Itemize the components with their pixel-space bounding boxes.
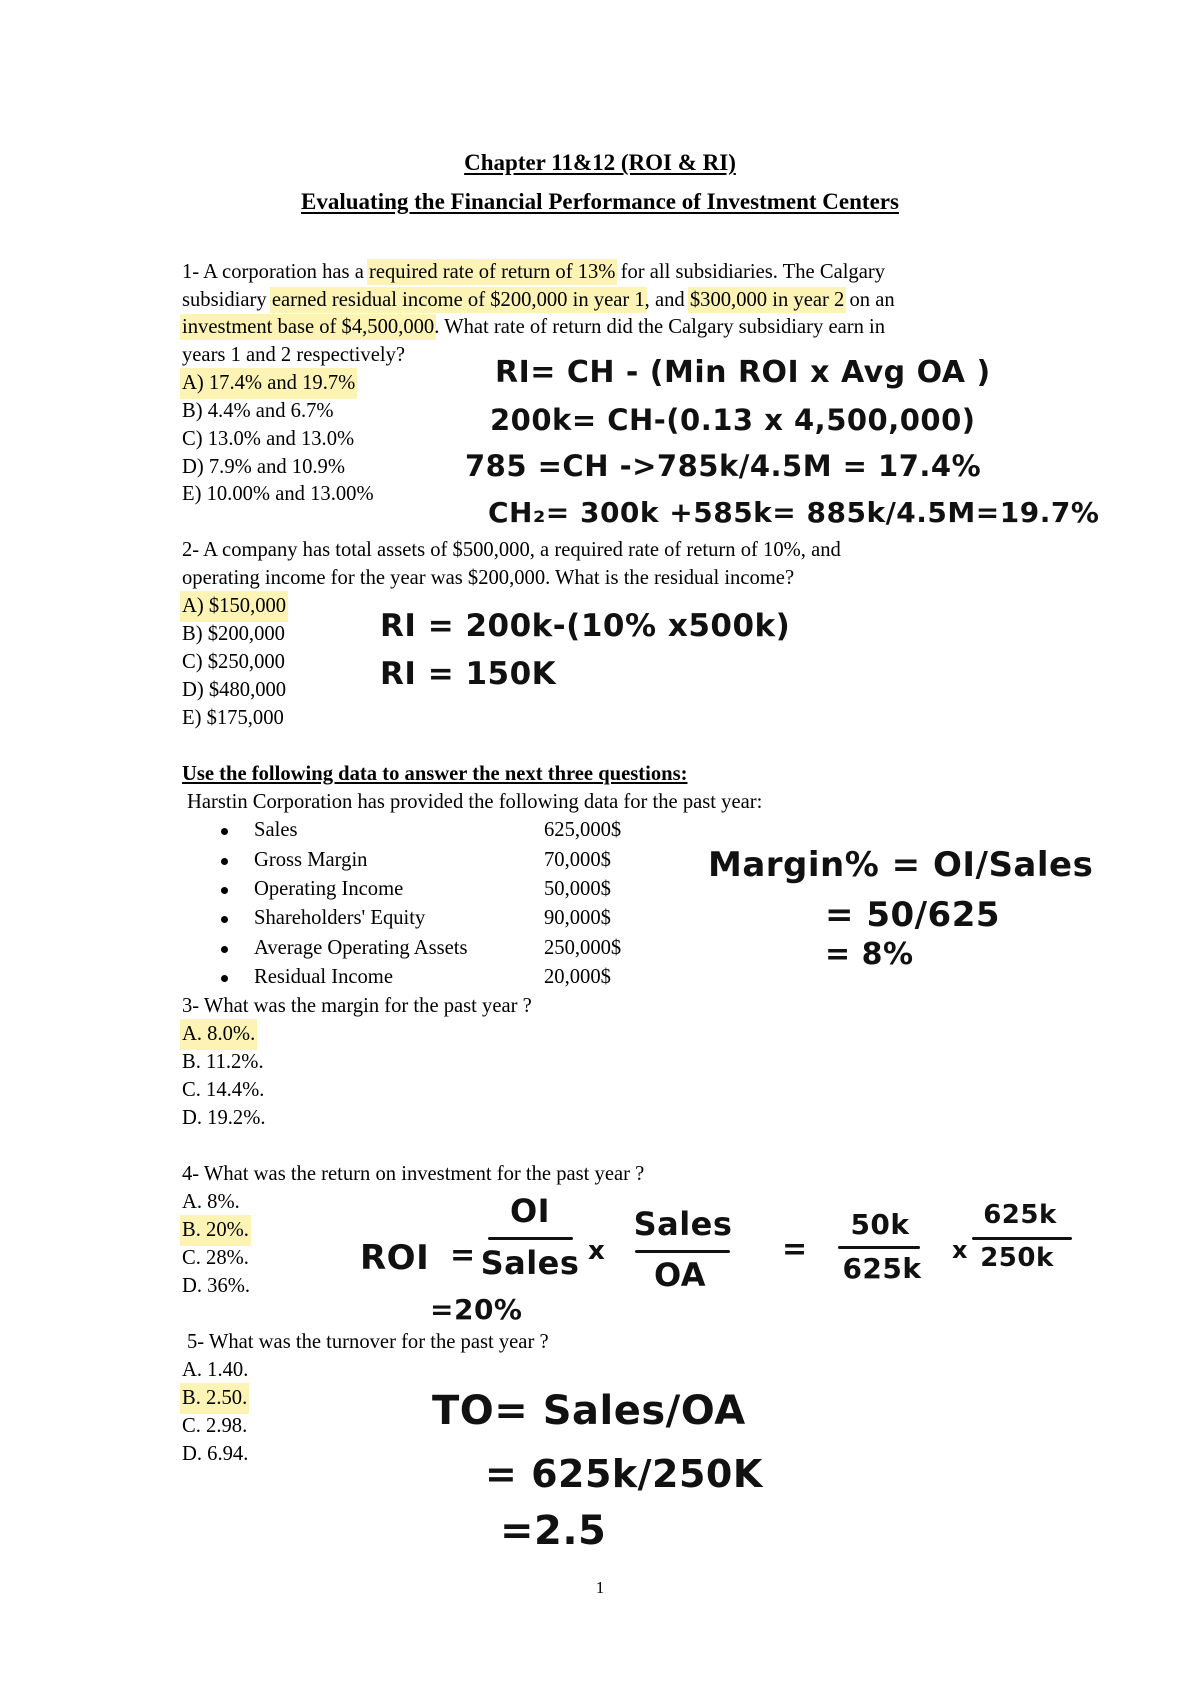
q1-option-a: A) 17.4% and 19.7% xyxy=(182,370,355,397)
data-item-label: Sales xyxy=(254,819,298,841)
page-title: Chapter 11&12 (ROI & RI) xyxy=(464,150,736,175)
data-item-label: Gross Margin xyxy=(254,849,368,871)
q5-option-a: A. 1.40. xyxy=(182,1359,249,1381)
q2-option-e: E) $175,000 xyxy=(182,707,284,729)
q5-question: 5- What was the turnover for the past year ? xyxy=(187,1331,549,1353)
q1-option-e: E) 10.00% and 13.00% xyxy=(182,483,374,505)
q3-option-a: A. 8.0%. xyxy=(182,1021,255,1048)
handwritten-note: = 8% xyxy=(825,937,914,972)
handwritten-note: 625k xyxy=(842,1252,922,1285)
q3-option-d: D. 19.2%. xyxy=(182,1107,266,1129)
q5-option-c: C. 2.98. xyxy=(182,1415,248,1437)
data-heading: Use the following data to answer the next three questions: xyxy=(182,763,688,785)
handwritten-note: = xyxy=(782,1232,808,1267)
handwritten-note: ROI xyxy=(360,1238,430,1278)
handwritten-note: 625k xyxy=(983,1200,1057,1230)
data-intro: Harstin Corporation has provided the following data for the past year: xyxy=(187,791,763,813)
data-item-value: 625,000$ xyxy=(544,819,622,841)
bullet xyxy=(221,828,228,835)
handwritten-note: 785 =CH ->785k/4.5M = 17.4% xyxy=(465,449,982,483)
q4-option-a: A. 8%. xyxy=(182,1191,240,1213)
q1-line-4: years 1 and 2 respectively? xyxy=(182,344,406,366)
highlight: earned residual income of $200,000 in year 1 xyxy=(271,289,645,311)
handwritten-note: 250k xyxy=(980,1243,1054,1273)
q2-option-d: D) $480,000 xyxy=(182,679,287,701)
q2-option-a: A) $150,000 xyxy=(182,593,286,620)
data-item-value: 250,000$ xyxy=(544,937,622,959)
handwritten-note: TO= Sales/OA xyxy=(432,1388,746,1434)
q5-option-b: B. 2.50. xyxy=(182,1385,247,1412)
bullet xyxy=(221,887,228,894)
q3-option-c: C. 14.4%. xyxy=(182,1079,265,1101)
fraction-bar xyxy=(635,1250,730,1253)
handwritten-note: = 50/625 xyxy=(825,895,1001,935)
q4-option-d: D. 36%. xyxy=(182,1275,251,1297)
handwritten-note: =20% xyxy=(430,1293,523,1326)
page-subtitle: Evaluating the Financial Performance of Investment Centers xyxy=(301,189,899,214)
bullet xyxy=(221,916,228,923)
bullet xyxy=(221,858,228,865)
q4-option-c: C. 28%. xyxy=(182,1247,249,1269)
q1-line-1: 1- A corporation has a required rate of return of 13% for all subsidiaries. The Calgary xyxy=(182,261,886,283)
handwritten-note: =2.5 xyxy=(500,1508,607,1554)
handwritten-note: 50k xyxy=(850,1208,910,1241)
bullet xyxy=(221,975,228,982)
page-number: 1 xyxy=(595,1578,605,1597)
data-item-value: 90,000$ xyxy=(544,907,611,929)
fraction-bar xyxy=(838,1246,920,1249)
handwritten-note: RI = 150K xyxy=(380,656,557,692)
q4-question: 4- What was the return on investment for the past year ? xyxy=(182,1163,645,1185)
q5-option-d: D. 6.94. xyxy=(182,1443,249,1465)
handwritten-note: Margin% = OI/Sales xyxy=(708,845,1094,885)
q1-option-d: D) 7.9% and 10.9% xyxy=(182,456,346,478)
handwritten-note: = xyxy=(450,1238,476,1273)
q1-line-2: subsidiary earned residual income of $200,000 in year 1, and $300,000 in year 2 on an xyxy=(182,289,895,311)
data-item-value: 50,000$ xyxy=(544,878,611,900)
highlight: required rate of return of 13% xyxy=(369,261,616,283)
q1-line-3: investment base of $4,500,000. What rate of return did the Calgary subsidiary earn in xyxy=(182,316,886,338)
handwritten-note: CH₂= 300k +585k= 885k/4.5M=19.7% xyxy=(488,496,1100,529)
q1-option-b: B) 4.4% and 6.7% xyxy=(182,400,334,422)
q3-question: 3- What was the margin for the past year ? xyxy=(182,995,532,1017)
data-item-label: Operating Income xyxy=(254,878,404,900)
handwritten-note: RI= CH - (Min ROI x Avg OA ) xyxy=(495,355,991,390)
highlight: $300,000 in year 2 xyxy=(689,289,845,311)
handwritten-note: Sales xyxy=(480,1244,580,1282)
data-item-value: 20,000$ xyxy=(544,966,611,988)
highlight: investment base of $4,500,000 xyxy=(182,316,435,338)
handwritten-note: RI = 200k-(10% x500k) xyxy=(380,608,791,644)
q2-line-1: 2- A company has total assets of $500,000, a required rate of return of 10%, and xyxy=(182,539,841,561)
handwritten-note: 200k= CH-(0.13 x 4,500,000) xyxy=(490,403,976,437)
handwritten-note: x xyxy=(588,1236,606,1266)
handwritten-note: OA xyxy=(653,1256,707,1294)
data-item-label: Average Operating Assets xyxy=(254,937,468,959)
handwritten-note: x xyxy=(952,1236,968,1264)
data-item-value: 70,000$ xyxy=(544,849,611,871)
bullet xyxy=(221,946,228,953)
handwritten-note: = 625k/250K xyxy=(485,1452,763,1496)
q4-option-b: B. 20%. xyxy=(182,1217,249,1244)
q2-line-2: operating income for the year was $200,000. What is the residual income? xyxy=(182,567,795,589)
fraction-bar xyxy=(488,1237,573,1240)
data-item-label: Residual Income xyxy=(254,966,393,988)
q2-option-b: B) $200,000 xyxy=(182,623,285,645)
data-item-label: Shareholders' Equity xyxy=(254,907,426,929)
q2-option-c: C) $250,000 xyxy=(182,651,285,673)
handwritten-note: Sales xyxy=(633,1205,733,1243)
q3-option-b: B. 11.2%. xyxy=(182,1051,264,1073)
handwritten-note: OI xyxy=(509,1192,551,1230)
q1-option-c: C) 13.0% and 13.0% xyxy=(182,428,355,450)
fraction-bar xyxy=(972,1237,1072,1240)
